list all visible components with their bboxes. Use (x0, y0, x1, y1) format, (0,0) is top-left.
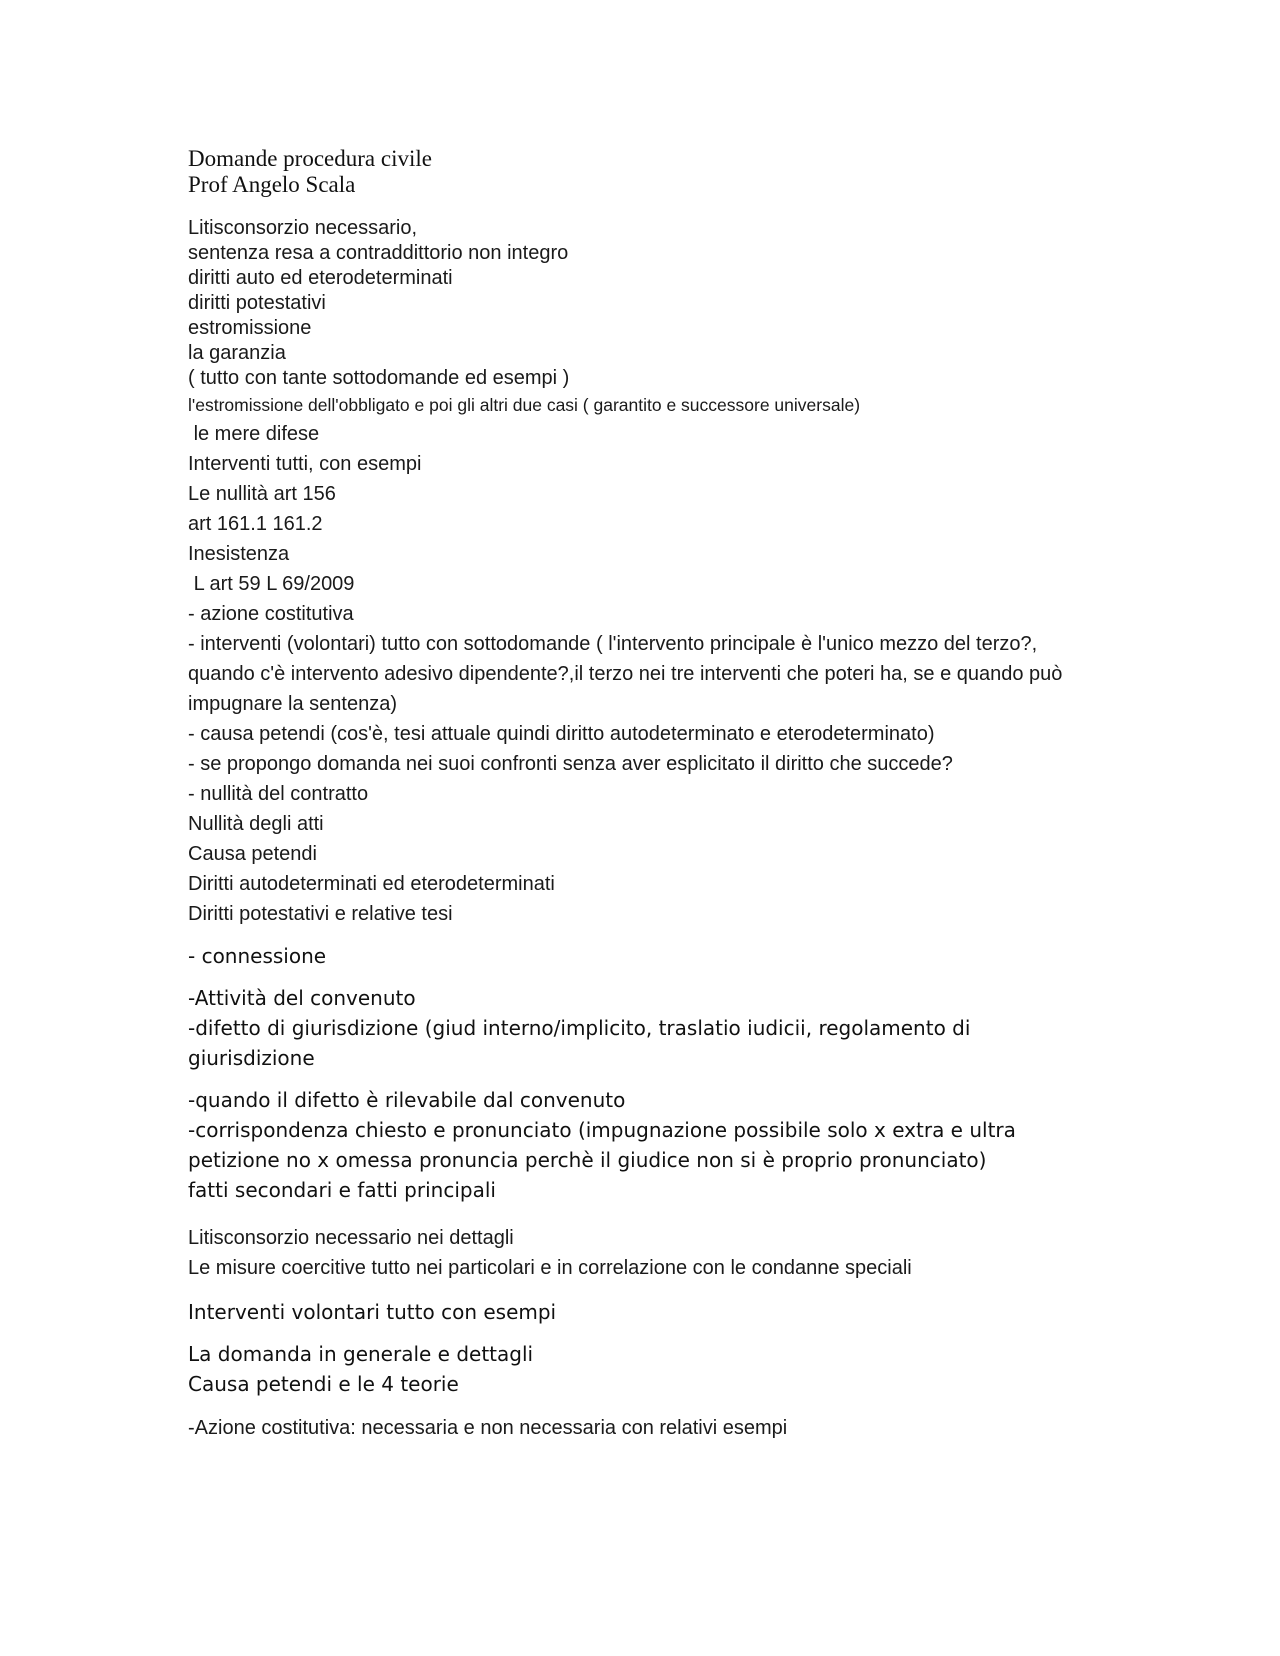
question-line: le mere difese (188, 423, 320, 445)
question-line: diritti auto ed eterodeterminati (188, 267, 453, 289)
question-line: - connessione (188, 944, 327, 968)
question-line: - causa petendi (cos'è, tesi attuale quindi diritto autodeterminato e eterodeterminato) (188, 723, 935, 745)
question-line: -corrispondenza chiesto e pronunciato (impugnazione possibile solo x extra e ultra petizione no x omessa pronuncia perchè il giudice non si è proprio pronunciato) (188, 1118, 1023, 1172)
question-line: -Azione costitutiva: necessaria e non necessaria con relativi esempi (188, 1417, 788, 1439)
question-line: -quando il difetto è rilevabile dal convenuto (188, 1088, 626, 1112)
question-line: L art 59 L 69/2009 (188, 573, 355, 595)
question-line: -Attività del convenuto (188, 986, 416, 1010)
question-line: Inesistenza (188, 543, 290, 565)
question-line: estromissione (188, 317, 312, 339)
document-header (188, 146, 1088, 198)
question-line: Litisconsorzio necessario nei dettagli (188, 1227, 514, 1249)
document-title: Domande procedura civile (188, 146, 432, 171)
question-line: La domanda in generale e dettagli (188, 1342, 534, 1366)
question-line: sentenza resa a contraddittorio non integro (188, 242, 569, 264)
question-block-5 (188, 1297, 1088, 1399)
question-line: diritti potestativi (188, 292, 326, 314)
question-block-2 (188, 419, 1088, 929)
question-line: Litisconsorzio necessario, (188, 217, 417, 239)
question-block-4 (188, 1223, 1088, 1283)
question-line: Causa petendi e le 4 teorie (188, 1372, 459, 1396)
question-line: Le misure coercitive tutto nei particolari e in correlazione con le condanne speciali (188, 1257, 912, 1279)
question-line: ( tutto con tante sottodomande ed esempi ) (188, 367, 570, 389)
question-line: - se propongo domanda nei suoi confronti senza aver esplicitato il diritto che succede? (188, 753, 953, 775)
document-author: Prof Angelo Scala (188, 172, 356, 197)
question-line-small: l'estromissione dell'obbligato e poi gli altri due casi ( garantito e successore universale) (188, 395, 861, 415)
question-line: fatti secondari e fatti principali (188, 1178, 496, 1202)
question-line: - azione costitutiva (188, 603, 354, 625)
question-line: - interventi (volontari) tutto con sottodomande ( l'intervento principale è l'unico mezzo del terzo?, quando c'è intervento adesivo dipendente?,il terzo nei tre interventi che poteri ha, se e quando può impugnare la sentenza) (188, 633, 1068, 715)
question-line: Causa petendi (188, 843, 317, 865)
question-line: Diritti potestativi e relative tesi (188, 903, 453, 925)
question-block-1 (188, 216, 1088, 419)
question-line: la garanzia (188, 342, 286, 364)
question-line: Interventi tutti, con esempi (188, 453, 422, 475)
question-line: -difetto di giurisdizione (giud interno/implicito, traslatio iudicii, regolamento di giurisdizione (188, 1016, 977, 1070)
question-line: Diritti autodeterminati ed eterodeterminati (188, 873, 555, 895)
question-line: art 161.1 161.2 (188, 513, 323, 535)
question-line: - nullità del contratto (188, 783, 369, 805)
question-line: Nullità degli atti (188, 813, 324, 835)
question-block-6 (188, 1413, 1088, 1443)
question-line: Interventi volontari tutto con esempi (188, 1300, 557, 1324)
question-block-3 (188, 941, 1088, 1205)
document-body (188, 146, 1088, 1443)
question-line: Le nullità art 156 (188, 483, 336, 505)
